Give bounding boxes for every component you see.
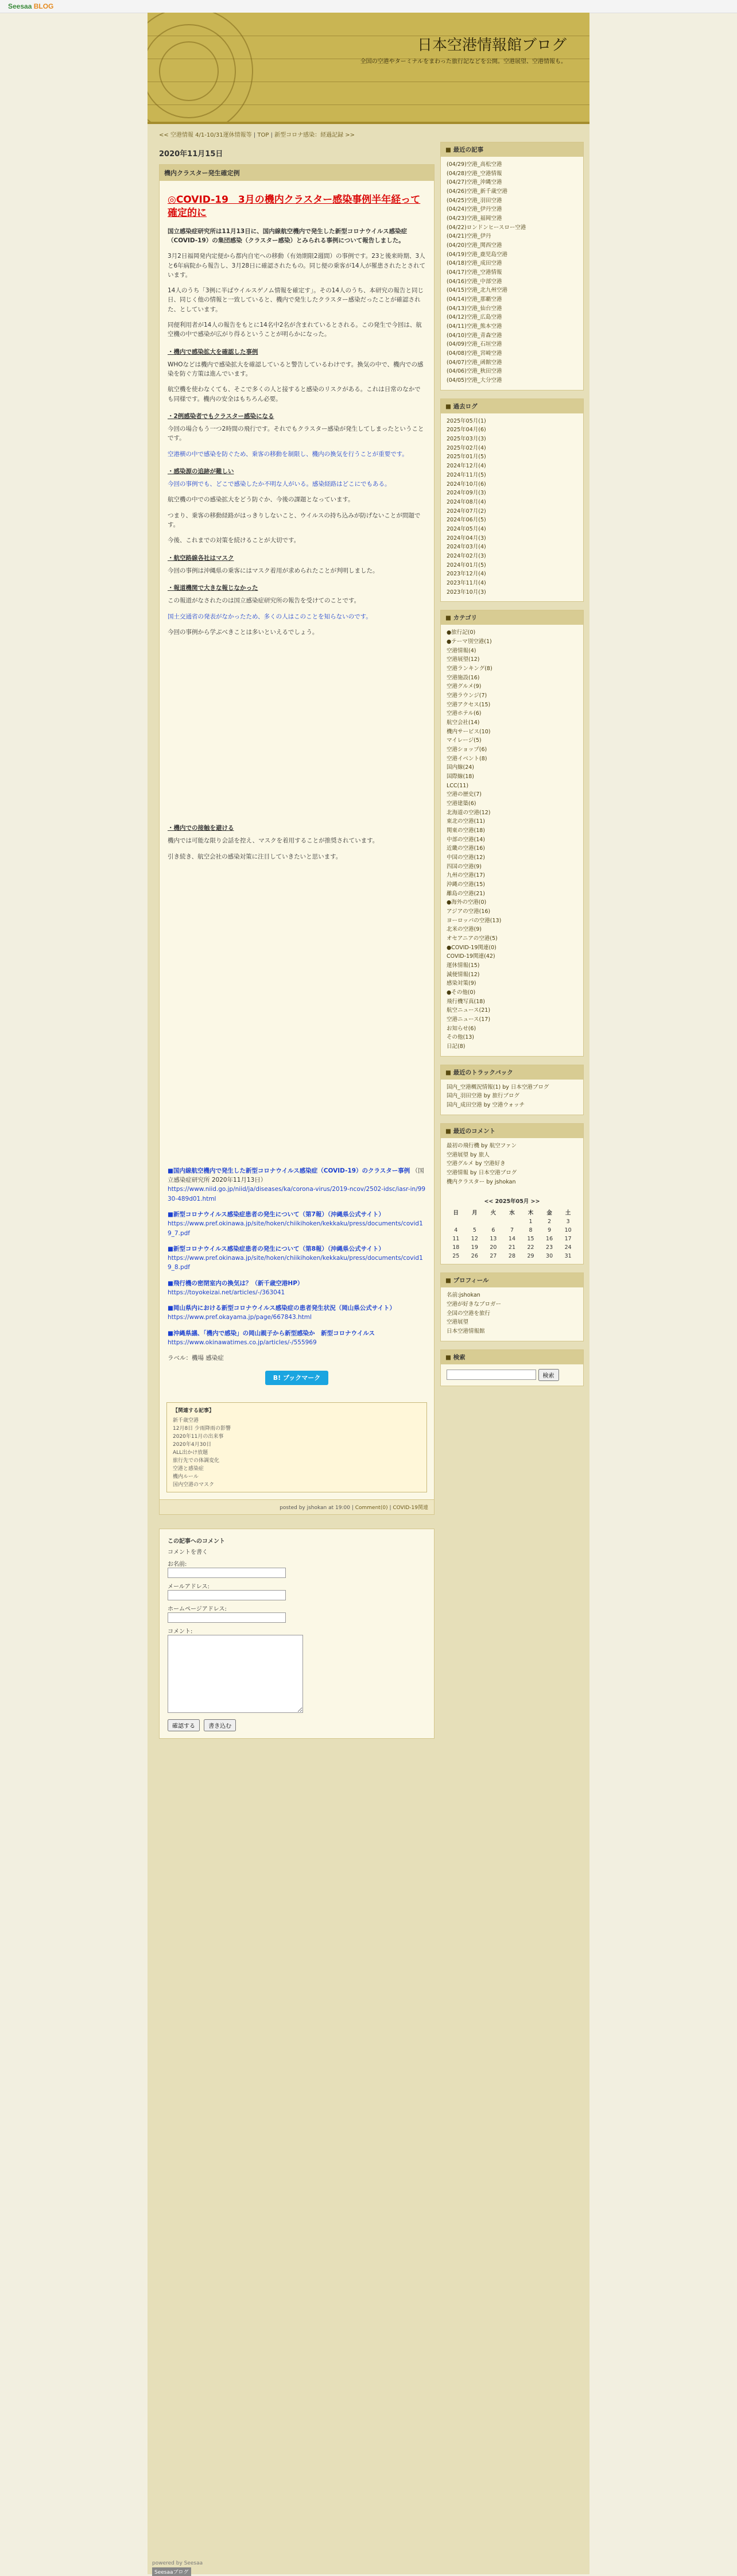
calendar-day [484,1217,503,1226]
recent-post-link[interactable]: (04/19)空港_鹿児島空港 [447,251,508,258]
category-link[interactable]: 空港ニュース(17) [447,1016,491,1023]
calendar-day[interactable]: 1 [529,1219,533,1225]
post-labels[interactable]: ラベル：機場 感染症 [168,1355,224,1362]
calendar-day[interactable]: 2 [548,1219,552,1225]
recent-post-link[interactable]: (04/13)空港_仙台空港 [447,305,502,312]
calendar-table [447,1207,577,1260]
bookmark-button[interactable]: B! ブックマーク [265,1371,328,1385]
email-input[interactable] [168,1590,286,1600]
trackbacks: ■ 最近のトラックバック 国内_空港概況情報(1) by 日本空港ブログ 国内_羽田空港 by 旅行ブログ 国内_成田空港 by 空港ウォッチ [440,1065,584,1115]
post-paragraph: この報道がなされたのは国立感染症研究所の報告を受けてのことです。 [168,597,360,605]
calendar-day[interactable]: 12 [471,1236,478,1243]
source-link[interactable]: https://www.pref.okinawa.jp/site/hoken/chiikihoken/kekkaku/press/documents/covid19_8.pdf [168,1255,423,1271]
blog-header [148,13,589,124]
post-body: ◎COVID-19 3月の機内クラスター感染事例半年経って確定的に 国立感染症研究所は11月13日に、国内線航空機内で発生した新型コロナウイルス感染症（COVID-19）の集団感染（クラスター感染）とみられる事例について報告しました。 3月2日福岡発内定便から都内自宅への移動（有効期限2週間）の事例です。23と後来時期、3人と6年病院から報告し、3月28日に確認されたもの。同じ便の乗客が14人が罹患されたとされています。 14人のうち「3例に半ばウイルスゲノム情報を確定す」。その14人のうち、本研究の報告と同じ日、同じく他の情報と一致していると、機内で発生したクラスター感染だったことが確認された、としています。 同便利用者が14人の報告をもとに14名中2名が含まれているとされる。この発生で今回は、航空機の中で感染が広がり得るということが明らかになった。 ・機内で感染拡大を確認した事例 WHOなどは機内で感染拡大を確認していると警告しているわけです。換気の中で、機内での感染を防ぐ方策は進んでいます。 航空機を使わなくても、そこで多くの人と接すると感染のリスクがある。これは日常のなかでも同様です。機内の安全はもちろん必要。 ・2例感染者でもクラスター感染になる 今回の場合もう一つ2時間の飛行です。それでもクラスター感染が発生してしまったということです。 空港横の中で感染を防ぐため、乗客の移動を制限し、機内の換気を行うことが重要です。 ・感染源の追跡が難しい 今回の事例でも、どこで感染したか不明な人がいる。感染経路はどこにでもある。 航空機の中での感染拡大をどう防ぐか、今後の課題となっています。 つまり、乗客の移動経路がはっきりしないこと、ウイルスの持ち込みが防げないことが問題です。 今後、これまでの対策を続けることが大切です。 ・航空路線各社はマスク 今回の事例は沖縄県の乗客にはマスク着用が求められたことが判明しました。 ・報道機関で大きな報じなかった この報道がなされたのは国立感染症研究所の報告を受けてのことです。 国土交通省の発表がなかったため、多くの人はこのことを知らないのです。 今回の事例から学ぶべきことは多いといえるでしょう。 ・機内での接触を避ける 機内では可能な限り会話を控え、マスクを着用することが推奨されています。 引き続き、航空会社の感染対策に注目していきたいと思います。 ■国内線航空機内で発生した新型コロナウイルス感染症（COVID-19）のクラスター事例 （国立感染症研究所 2020年11月13日） https://www.niid.go.jp/niid/ja/diseases/ka/corona-virus/2019-ncov/2502-idsc/iasr-in/9930-489d01.html ■新型コロナウイルス感染症患者の発生について（第7報）（沖縄県公式サイト） https://www.pref.okinawa.jp/site/hoken/chiikihoken/kekkaku/press/documents/covid19_7.pdf ■新型コロナウイルス感染症患者の発生について（第8報）（沖縄県公式サイト） https://www.pref.okinawa.jp/site/hoken/chiikihoken/kekkaku/press/documents/covid19_8.pdf ■飛行機の密閉室内の換気は？（新千歳空港HP） https://toyokeizai.net/articles/-/363041 ■岡山県内における新型コロナウイルス感染症の患者発生状況（岡山県公式サイト） https://www.pref.okayama.jp/page/667843.html ■沖縄県議、「機内で感染」の岡山親子から新型感染か 新型コロナウイルス https://www.okinawatimes.co.jp/articles/-/555969 ラベル：機場 感染症 B! ブックマーク [160,181,434,1398]
source-link[interactable]: https://www.pref.okayama.jp/page/667843.html [168,1314,312,1321]
category-link[interactable]: 北米の空港(9) [447,926,482,933]
comment-title: この記事へのコメント [168,1538,225,1545]
category-link[interactable]: 空港アクセス(15) [447,701,491,708]
archive-link[interactable]: 2024年09月(3) [447,490,486,497]
calendar-weekday: 月 [472,1210,478,1217]
compass-decoration [159,41,219,101]
recent-post-link[interactable]: (04/21)空港_伊丹 [447,233,491,240]
powered-by: powered by Seesaa [152,2560,203,2566]
seesaa-footer-logo[interactable]: Seesaaブログ [152,2567,191,2576]
archive-link[interactable]: 2024年11月(5) [447,471,486,478]
category-link[interactable]: 北海道の空港(12) [447,809,491,816]
source-link[interactable]: https://toyokeizai.net/articles/-/363041 [168,1289,285,1296]
recent-post-link[interactable]: (04/17)空港_空港情報 [447,269,502,276]
recent-comments: ■ 最近のコメント 最初の飛行機 by 航空ファン 空港展望 by 旅人 空港グルメ by 空港好き 空港情報 by 日本空港ブログ 機内クラスター by jshokan << 2025年05月 >> 日 月 火 水 木 金 土 1 2 3 4 5 6 7 8 9 10 11 12 13 14 15 16 17 18 19 20 21 22 23 24 25 26 27 28 29 30 31 [440,1123,584,1264]
archive-link[interactable]: 2024年08月(4) [447,498,486,505]
recent-comment-link[interactable]: 空港グルメ by 空港好き [447,1161,506,1167]
calendar-day[interactable]: 26 [471,1253,478,1260]
source-title: ■新型コロナウイルス感染症患者の発生について（第8報）（沖縄県公式サイト） [168,1245,385,1252]
calendar-day[interactable]: 27 [490,1253,497,1260]
category-link[interactable]: COVID-19関連 [393,1505,428,1511]
recent-post-link[interactable]: (04/06)空港_秋田空港 [447,368,502,375]
recent-post-link[interactable]: (04/12)空港_広島空港 [447,314,502,321]
category-link[interactable]: マイレージ(5) [447,737,482,744]
calendar-day[interactable]: 14 [508,1236,516,1243]
calendar-day[interactable]: 7 [510,1227,514,1234]
source-title: ■岡山県内における新型コロナウイルス感染症の患者発生状況（岡山県公式サイト） [168,1305,396,1312]
calendar-day[interactable]: 19 [471,1244,478,1251]
archives: ■ 過去ログ 2025年05月(1) 2025年04月(6) 2025年03月(3) 2025年02月(4) 2025年01月(5) 2024年12月(4) 2024年11月(5) 2024年10月(6) 2024年09月(3) 2024年08月(4) 2024年07月(2) 2024年06月(5) 2024年05月(4) 2024年04月(3) 2024年03月(4) 2024年02月(3) 2024年01月(5) 2023年12月(4) 2023年11月(4) 2023年10月(3) [440,399,584,602]
profile-item[interactable]: 空港展望 [447,1319,469,1326]
category-link[interactable]: 空港の歴史(7) [447,791,482,798]
source-title: ■新型コロナウイルス感染症患者の発生について（第7報）（沖縄県公式サイト） [168,1210,385,1218]
confirm-button[interactable]: 確認する [168,1719,200,1731]
calendar-day[interactable]: 15 [527,1236,534,1243]
category-link[interactable]: ●COVID-19関連(0) [447,944,496,951]
recent-posts: ■ 最近の記事 (04/29)空港_高松空港 (04/28)空港_空港情報 (04/27)空港_沖縄空港 (04/26)空港_新千歳空港 (04/25)空港_羽田空港 (04/24)空港_伊丹空港 (04/23)空港_福岡空港 (04/22)ロンドンヒースロー空港 (04/21)空港_伊丹 (04/20)空港_関西空港 (04/19)空港_鹿児島空港 (04/18)空港_成田空港 (04/17)空港_空港情報 (04/16)空港_中部空港 (04/15)空港_北九州空港 (04/14)空港_那覇空港 (04/13)空港_仙台空港 (04/12)空港_広島空港 (04/11)空港_熊本空港 (04/10)空港_青森空港 (04/09)空港_石垣空港 (04/08)空港_宮崎空港 (04/07)空港_函館空港 (04/06)空港_秋田空港 (04/05)空港_大分空港 [440,142,584,390]
calendar-weekday: 木 [527,1210,534,1217]
post-paragraph: 航空機の中での感染拡大をどう防ぐか、今後の課題となっています。 [168,496,354,504]
search-box: ■ 検索 検索 [440,1349,584,1386]
recent-comment-link[interactable]: 機内クラスター by jshokan [447,1178,516,1185]
source-title: ■国内線航空機内で発生した新型コロナウイルス感染症（COVID-19）のクラスター事例 [168,1167,410,1174]
recent-post-link[interactable]: (04/07)空港_函館空港 [447,359,502,366]
category-link[interactable]: 空港イベント(8) [447,755,487,762]
calendar-day [503,1217,522,1226]
category-link[interactable]: 中国の空港(12) [447,854,486,861]
category-link[interactable]: お知らせ(6) [447,1025,476,1032]
post-lead: 国立感染症研究所は11月13日に、国内線航空機内で発生した新型コロナウイルス感染症（COVID-19）の集団感染（クラスター感染）とみられる事例について報告しました。 [168,227,408,245]
breadcrumb: << 空港情報 4/1-10/31運休情報等 | TOP | 新型コロナ感染：経過記録 >> [159,132,355,138]
calendar-day[interactable]: 16 [546,1236,553,1243]
recent-post-link[interactable]: (04/08)空港_宮崎空港 [447,350,502,357]
blog-title[interactable]: 日本空港情報館ブログ [417,37,567,54]
next-link[interactable]: 新型コロナ感染：経過記録 >> [274,132,355,138]
post-paragraph: 14人のうち「3例に半ばウイルスゲノム情報を確定す」。その14人のうち、本研究の報告と同じ日、同じく他の情報と一致していると、機内で発生したクラスター感染だったことが確認された、としています。 [168,287,424,313]
category-link[interactable]: 沖縄の空港(15) [447,881,486,888]
profile-item[interactable]: 日本空港情報館 [447,1328,485,1335]
archive-link[interactable]: 2025年02月(4) [447,444,486,451]
post-paragraph: 3月2日福岡発内定便から都内自宅への移動（有効期限2週間）の事例です。23と後来時期、3人と6年病院から報告し、3月28日に確認されたもの。同じ便の乗客が14人が罹患されたとされています。 [168,253,426,279]
post-subheading: ・感染源の追跡が難しい [168,467,234,475]
trackback-link[interactable]: 国内_成田空港 by 空港ウォッチ [447,1102,525,1109]
category-link[interactable]: 東北の空港(11) [447,818,486,825]
calendar-day[interactable]: 24 [564,1244,572,1251]
category-link[interactable]: LCC(11) [447,782,469,789]
category-link[interactable]: 感染対策(9) [447,980,476,987]
categories: ■ カテゴリ ●旅行記(0) ●テーマ別空港(1) 空港情報(4) 空港展望(12) 空港ランキング(8) 空港施設(16) 空港グルメ(9) 空港ラウンジ(7) 空港アクセス(15) 空港ホテル(6) 航空会社(14) 機内サービス(10) マイレージ(5) 空港ショップ(6) 空港イベント(8) 国内線(24) 国際線(18) LCC(11) 空港の歴史(7) 空港建築(6) 北海道の空港(12) 東北の空港(11) 関東の空港(18) 中部の空港(14) 近畿の空港(16) 中国の空港(12) 四国の空港(9) 九州の空港(17) 沖縄の空港(15) 離島の空港(21) ●海外の空港(0) アジアの空港(16) ヨーロッパの空港(13) 北米の空港(9) オセアニアの空港(5) ●COVID-19関連(0) COVID-19関連(42) 運休情報(15) 減便情報(12) 感染対策(9) ●その他(0) 飛行機写真(18) 航空ニュース(21) 空港ニュース(17) お知らせ(6) その他(13) 日記(8) [440,610,584,1057]
category-link[interactable]: 空港情報(4) [447,647,476,654]
post-paragraph: WHOなどは機内で感染拡大を確認していると警告しているわけです。換気の中で、機内での感染を防ぐ方策は進んでいます。 [168,361,424,378]
recent-post-link[interactable]: (04/23)空港_福岡空港 [447,215,502,222]
category-link[interactable]: ●海外の空港(0) [447,899,487,906]
category-link[interactable]: 離島の空港(21) [447,890,486,897]
calendar-day[interactable]: 23 [546,1244,553,1251]
category-link[interactable]: 九州の空港(17) [447,872,486,879]
category-link[interactable]: 減便情報(12) [447,971,480,978]
related-item[interactable]: 国内空港のマスク [173,1482,215,1488]
profile-item[interactable]: 名前:jshokan [447,1292,480,1299]
profile: ■ プロフィール 名前:jshokan 空港が好きなブロガー 全国の空港を旅行 空港展望 日本空港情報館 [440,1272,584,1341]
post-subheading: ・報道機関で大きな報じなかった [168,585,258,592]
category-link[interactable]: 中部の空港(14) [447,836,486,843]
calendar-day [466,1217,484,1226]
recent-comment-link[interactable]: 最初の飛行機 by 航空ファン [447,1142,517,1149]
related-item[interactable]: 2020年11月の出来事 [173,1434,224,1440]
category-link[interactable]: 運休情報(15) [447,962,480,969]
recent-post-link[interactable]: (04/11)空港_熊本空港 [447,323,502,330]
recent-post-link[interactable]: (04/15)空港_北九州空港 [447,287,508,294]
archive-link[interactable]: 2024年04月(3) [447,535,486,541]
recent-post-link[interactable]: (04/22)ロンドンヒースロー空港 [447,224,526,231]
category-link[interactable]: ●テーマ別空港(1) [447,638,492,645]
source-title: ■飛行機の密閉室内の換気は？（新千歳空港HP） [168,1279,304,1287]
category-link[interactable]: ●旅行記(0) [447,629,476,636]
post-paragraph: 国土交通省の発表がなかったため、多くの人はこのことを知らないのです。 [168,613,372,620]
recent-post-link[interactable]: (04/28)空港_空港情報 [447,170,502,177]
archive-link[interactable]: 2025年05月(1) [447,417,486,424]
category-link[interactable]: 空港施設(16) [447,674,480,681]
category-link[interactable]: ヨーロッパの空港(13) [447,917,502,924]
prev-link[interactable]: << 空港情報 4/1-10/31運休情報等 [159,132,252,138]
archive-link[interactable]: 2023年12月(4) [447,571,486,578]
calendar-day[interactable]: 22 [527,1244,534,1251]
post-footer: posted by jshokan at 19:00 | Comment(0) | COVID-19関連 [160,1499,434,1514]
post-red-title: ◎COVID-19 3月の機内クラスター感染事例半年経って確定的に [168,194,421,219]
recent-post-link[interactable]: (04/25)空港_羽田空港 [447,197,502,204]
sidebar [440,142,584,1394]
category-link[interactable]: オセアニアの空港(5) [447,935,498,942]
recent-post-link[interactable]: (04/16)空港_中部空港 [447,278,502,285]
post-date: 2020年11月15日 [159,150,223,158]
calendar-weekday: 土 [565,1210,571,1217]
submit-button[interactable]: 書き込む [204,1719,236,1731]
post-subheading: ・機内で感染拡大を確認した事例 [168,348,258,355]
comment-form: この記事へのコメント コメントを書く お名前: メールアドレス: ホームページアドレス: コメント: 確認する 書き込む [159,1529,435,1739]
recent-post-link[interactable]: (04/05)空港_大分空港 [447,377,502,384]
post-paragraph: つまり、乗客の移動経路がはっきりしないこと、ウイルスの持ち込みが防げないことが問題です。 [168,512,421,528]
archive-link[interactable]: 2025年03月(3) [447,436,486,443]
related-item[interactable]: 2020年4月30日 [173,1442,212,1448]
recent-post-link[interactable]: (04/27)空港_沖縄空港 [447,179,502,186]
archive-link[interactable]: 2025年04月(6) [447,427,486,434]
seesaa-logo[interactable]: Seesaa BLOG [8,2,54,10]
post-paragraph: 同便利用者が14人の報告をもとに14名中2名が含まれているとされる。この発生で今回は、航空機の中で感染が広がり得るということが明らかになった。 [168,322,422,338]
related-item[interactable]: 新千歳空港 [173,1418,199,1424]
archive-link[interactable]: 2024年07月(2) [447,508,486,515]
post-paragraph: 今回の場合もう一つ2時間の飛行です。それでもクラスター感染が発生してしまったということです。 [168,426,424,442]
category-link[interactable]: 空港ラウンジ(7) [447,692,487,699]
recent-comment-link[interactable]: 空港展望 by 旅人 [447,1151,490,1158]
category-link[interactable]: 空港グルメ(9) [447,683,482,690]
page-wrap [148,13,589,2574]
category-link[interactable]: 日記(8) [447,1043,466,1050]
trackback-link[interactable]: 国内_空港概況情報(1) by 日本空港ブログ [447,1084,549,1090]
calendar-day[interactable]: 20 [490,1244,497,1251]
calendar-day[interactable]: 28 [508,1253,516,1260]
related-item[interactable]: ALL出かけ放題 [173,1450,208,1456]
archive-link[interactable]: 2024年02月(3) [447,552,486,559]
calendar-day[interactable]: 21 [508,1244,516,1251]
name-input[interactable] [168,1568,286,1578]
source-title: ■沖縄県議、「機内で感染」の岡山親子から新型感染か 新型コロナウイルス [168,1329,375,1337]
calendar-day[interactable]: 11 [452,1236,460,1243]
category-link[interactable]: 空港ショップ(6) [447,746,487,753]
post-paragraph: 空港横の中で感染を防ぐため、乗客の移動を制限し、機内の換気を行うことが重要です。 [168,450,408,458]
category-link[interactable]: 空港ホテル(6) [447,710,482,717]
archive-link[interactable]: 2024年03月(4) [447,544,486,551]
category-link[interactable]: 四国の空港(9) [447,863,482,870]
calendar-day [447,1217,466,1226]
calendar-weekday: 火 [490,1210,496,1217]
calendar-day[interactable]: 29 [527,1253,534,1260]
calendar-day[interactable]: 17 [564,1236,572,1243]
post-paragraph: 機内では可能な限り会話を控え、マスクを着用することが推奨されています。 [168,837,379,845]
category-link[interactable]: 飛行機写真(18) [447,998,486,1005]
calendar-day[interactable]: 6 [491,1227,495,1234]
recent-post-link[interactable]: (04/14)空港_那覇空港 [447,296,502,303]
calendar-day[interactable]: 25 [452,1253,460,1260]
calendar-weekday: 水 [509,1210,515,1217]
source-link[interactable]: https://www.niid.go.jp/niid/ja/diseases/ka/corona-virus/2019-ncov/2502-idsc/iasr-in/9930-489d01.html [168,1186,426,1202]
post-title[interactable]: 機内クラスター発生確定例 [160,165,434,181]
post-subheading: ・2例感染者でもクラスター感染になる [168,412,274,420]
top-link[interactable]: TOP [257,132,269,138]
category-link[interactable]: アジアの空港(16) [447,908,491,915]
main-column [159,126,435,1739]
related-item[interactable]: 機内ルール [173,1474,199,1480]
archive-link[interactable]: 2024年01月(5) [447,562,486,568]
calendar-day[interactable]: 31 [564,1253,572,1260]
related-item[interactable]: 空港と感染症 [173,1466,204,1472]
calendar-day[interactable]: 5 [472,1227,476,1234]
related-articles: 【関連する記事】 新千歳空港 12月8日 少雨降雨の影響 2020年11月の出来事 2020年4月30日 ALL出かけ放題 旅行先での体調変化 空港と感染症 機内ルール 国内空港のマスク [166,1402,427,1492]
site-topbar [0,0,737,13]
related-item[interactable]: 旅行先での体調変化 [173,1458,220,1464]
archive-link[interactable]: 2024年06月(5) [447,517,486,524]
source-link[interactable]: https://www.okinawatimes.co.jp/articles/-/555969 [168,1339,317,1346]
url-input[interactable] [168,1612,286,1623]
recent-post-link[interactable]: (04/09)空港_石垣空港 [447,341,502,348]
calendar-day[interactable]: 13 [490,1236,497,1243]
recent-post-link[interactable]: (04/18)空港_成田空港 [447,260,502,267]
calendar-day[interactable]: 30 [546,1253,553,1260]
category-link[interactable]: ●その他(0) [447,989,476,996]
trackback-link[interactable]: 国内_羽田空港 by 旅行ブログ [447,1093,519,1100]
blog-subtitle: 全国の空港やターミナルをまわった旅行記などを公開。空港展望、空港情報も。 [360,59,567,65]
recent-post-link[interactable]: (04/29)空港_高松空港 [447,161,502,168]
post-article [159,164,435,1515]
archive-link[interactable]: 2023年11月(4) [447,579,486,586]
recent-post-link[interactable]: (04/24)空港_伊丹空港 [447,206,502,213]
category-link[interactable]: 関東の空港(18) [447,827,486,834]
category-link[interactable]: 航空会社(14) [447,719,480,726]
recent-post-link[interactable]: (04/10)空港_青森空港 [447,332,502,339]
post-paragraph: 今後、これまでの対策を続けることが大切です。 [168,537,300,544]
category-link[interactable]: その他(13) [447,1034,475,1041]
post-paragraph: 今回の事例から学ぶべきことは多いといえるでしょう。 [168,628,319,636]
archive-link[interactable]: 2024年12月(4) [447,463,486,470]
calendar-weekday: 金 [546,1210,552,1217]
search-button[interactable]: 検索 [538,1369,559,1381]
category-link[interactable]: 航空ニュース(21) [447,1007,491,1014]
archive-link[interactable]: 2024年10月(6) [447,481,486,488]
recent-comment-link[interactable]: 空港情報 by 日本空港ブログ [447,1169,517,1176]
calendar-day[interactable]: 8 [529,1227,533,1234]
page-footer [148,2557,589,2574]
category-link[interactable]: 機内サービス(10) [447,728,491,735]
related-item[interactable]: 12月8日 少雨降雨の影響 [173,1426,231,1432]
post-paragraph: 航空機を使わなくても、そこで多くの人と接すると感染のリスクがある。これは日常のなかでも同様です。機内の安全はもちろん必要。 [168,386,421,403]
recent-post-link[interactable]: (04/26)空港_新千歳空港 [447,188,508,195]
calendar [441,1191,583,1264]
calendar-day[interactable]: 18 [452,1244,460,1251]
archive-link[interactable]: 2023年10月(3) [447,589,486,595]
calendar-weekday: 日 [453,1210,459,1217]
calendar-day[interactable]: 3 [566,1219,570,1225]
calendar-day[interactable]: 4 [454,1227,458,1234]
category-link[interactable]: COVID-19関連(42) [447,953,495,960]
comment-count-link[interactable]: Comment(0) [355,1505,388,1511]
category-link[interactable]: 空港展望(12) [447,656,480,663]
post-subheading: ・航空路線各社はマスク [168,554,234,562]
profile-item[interactable]: 空港が好きなブロガー [447,1301,502,1308]
post-paragraph: 今回の事例でも、どこで感染したか不明な人がいる。感染経路はどこにでもある。 [168,481,391,488]
post-subheading: ・機内での接触を避ける [168,825,234,832]
source-link[interactable]: https://www.pref.okinawa.jp/site/hoken/chiikihoken/kekkaku/press/documents/covid19_7.pdf [168,1220,423,1237]
category-link[interactable]: 国際線(18) [447,773,475,780]
category-link[interactable]: 国内線(24) [447,764,475,771]
comment-textarea[interactable] [168,1635,303,1713]
post-paragraph: 引き続き、航空会社の感染対策に注目していきたいと思います。 [168,853,342,860]
category-link[interactable]: 空港建築(6) [447,800,476,807]
archive-link[interactable]: 2025年01月(5) [447,454,486,461]
archive-link[interactable]: 2024年05月(4) [447,525,486,532]
profile-item[interactable]: 全国の空港を旅行 [447,1310,491,1317]
calendar-day[interactable]: 9 [548,1227,552,1234]
calendar-day[interactable]: 10 [564,1227,572,1234]
recent-post-link[interactable]: (04/20)空港_関西空港 [447,242,502,249]
category-link[interactable]: 空港ランキング(8) [447,665,492,672]
calendar-month[interactable]: << 2025年05月 >> [484,1198,540,1205]
search-input[interactable] [447,1370,536,1380]
category-link[interactable]: 近畿の空港(16) [447,845,486,852]
post-paragraph: 今回の事例は沖縄県の乗客にはマスク着用が求められたことが判明しました。 [168,567,379,574]
